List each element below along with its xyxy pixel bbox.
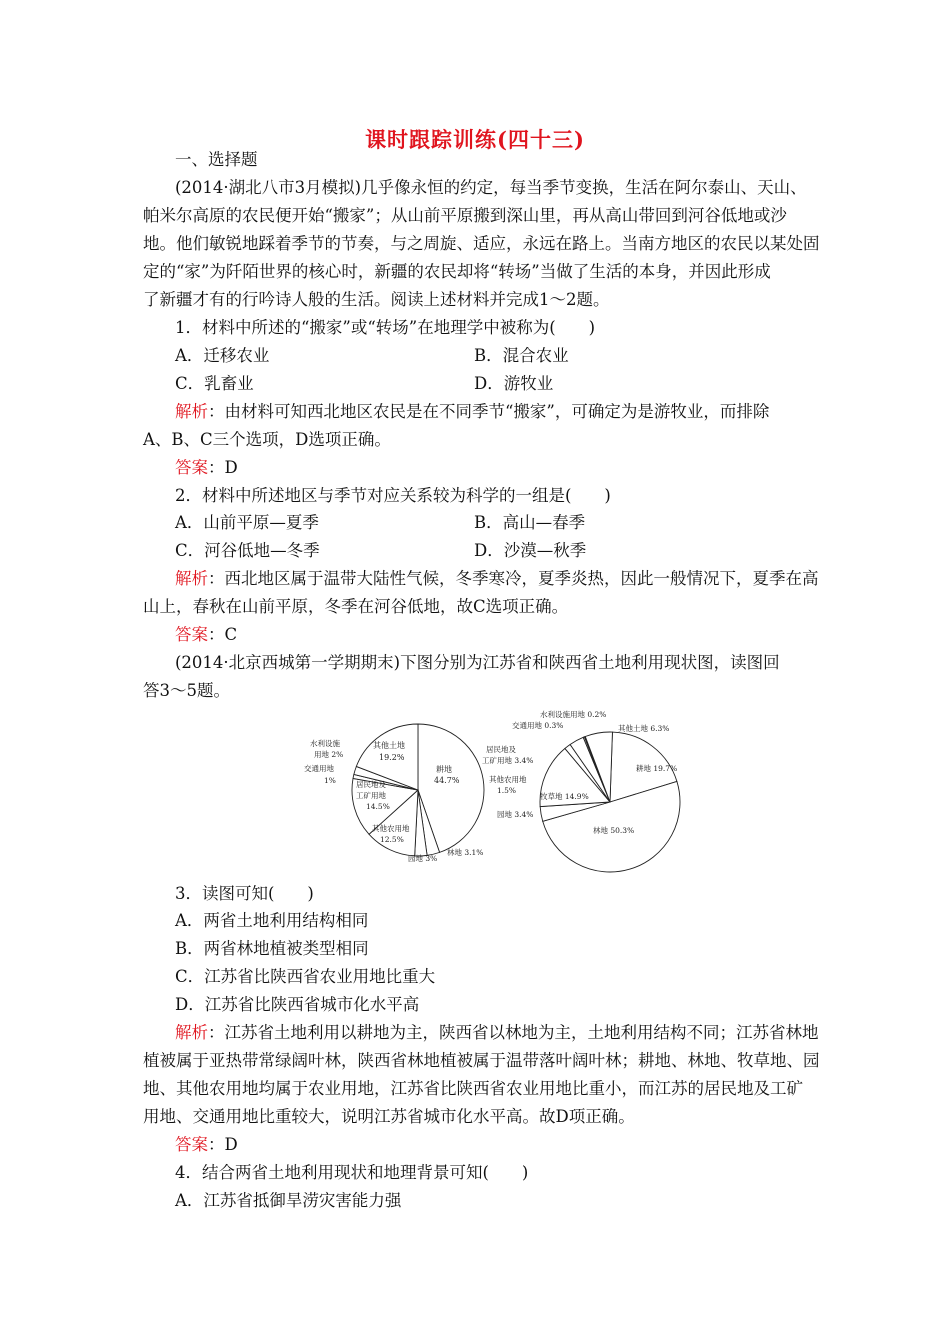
option-b: B．高山—春季 bbox=[474, 513, 586, 532]
pie-label: 园地 3% bbox=[408, 854, 438, 863]
pie-label: 居民地及 bbox=[356, 780, 386, 789]
explanation-text: ：由材料可知西北地区农民是在不同季节“搬家”，可确定为是游牧业，而排除 bbox=[208, 402, 770, 421]
intro-line: 帕米尔高原的农民便开始“搬家”；从山前平原搬到深山里，再从高山带回到河谷低地或沙 bbox=[143, 206, 787, 225]
intro-line: (2014·湖北八市3月模拟)几乎像永恒的约定，每当季节变换，生活在阿尔泰山、天山、 bbox=[175, 178, 807, 197]
option-b: B．两省林地植被类型相同 bbox=[175, 939, 369, 958]
pie-label: 牧草地 14.9% bbox=[540, 792, 589, 801]
intro-line: 地。他们敏锐地踩着季节的节奏，与之周旋、适应，永远在路上。当南方地区的农民以某处固 bbox=[143, 234, 820, 253]
pie-label: 工矿用地 bbox=[356, 791, 386, 800]
answer-label: 答案 bbox=[175, 1135, 208, 1154]
option-a: A．山前平原—夏季 bbox=[175, 513, 319, 532]
answer-label: 答案 bbox=[175, 458, 208, 477]
pie-label: 林地 3.1% bbox=[447, 848, 484, 857]
explanation-line: 用地、交通用地比重较大，说明江苏省城市化水平高。故D项正确。 bbox=[143, 1107, 635, 1126]
question-stem: 4．结合两省土地利用现状和地理背景可知( ) bbox=[175, 1163, 529, 1182]
explanation-line: 植被属于亚热带常绿阔叶林，陕西省林地植被属于温带落叶阔叶林；耕地、林地、牧草地、园 bbox=[143, 1051, 820, 1070]
pie-label: 1% bbox=[324, 776, 336, 785]
explanation-label: 解析 bbox=[175, 569, 208, 588]
shaanxi-pie bbox=[540, 732, 680, 872]
jiangsu-pie bbox=[352, 724, 484, 856]
explanation-label: 解析 bbox=[175, 1023, 208, 1042]
pie-label: 其他土地 6.3% bbox=[618, 724, 670, 733]
answer-value: ：D bbox=[208, 1135, 238, 1154]
pie-label: 交通用地 0.3% bbox=[512, 721, 564, 730]
option-a: A．迁移农业 bbox=[175, 346, 270, 365]
option-c: C．乳畜业 bbox=[175, 374, 254, 393]
land-use-pie-charts bbox=[300, 704, 720, 876]
intro-line: 答3～5题。 bbox=[143, 681, 230, 700]
option-d: D．游牧业 bbox=[474, 374, 554, 393]
explanation-label: 解析 bbox=[175, 402, 208, 421]
pie-label: 工矿用地 3.4% bbox=[482, 756, 534, 765]
option-a: A．江苏省抵御旱涝灾害能力强 bbox=[175, 1191, 402, 1210]
pie-label: 1.5% bbox=[497, 786, 517, 795]
pie-label: 44.7% bbox=[434, 776, 460, 785]
explanation-line: 地、其他农用地均属于农业用地，江苏省比陕西省农业用地比重小，而江苏的居民地及工矿 bbox=[143, 1079, 803, 1098]
answer-label: 答案 bbox=[175, 625, 208, 644]
pie-label: 14.5% bbox=[366, 802, 390, 811]
option-b: B．混合农业 bbox=[474, 346, 569, 365]
intro-line: 定的“家”为阡陌世界的核心时，新疆的农民却将“转场”当做了生活的本身，并因此形成 bbox=[143, 262, 771, 281]
pie-label: 其他农用地 bbox=[372, 824, 410, 833]
explanation-line: A、B、C三个选项，D选项正确。 bbox=[143, 430, 391, 449]
section-heading: 一、选择题 bbox=[175, 150, 258, 169]
option-c: C．河谷低地—冬季 bbox=[175, 541, 320, 560]
question-stem: 1．材料中所述的“搬家”或“转场”在地理学中被称为( ) bbox=[175, 318, 596, 337]
question-stem: 3．读图可知( ) bbox=[175, 884, 314, 903]
pie-label: 耕地 bbox=[436, 765, 452, 774]
pie-label: 19.2% bbox=[379, 753, 405, 762]
explanation bbox=[175, 568, 819, 590]
explanation bbox=[175, 401, 769, 423]
intro-line: (2014·北京西城第一学期期末)下图分别为江苏省和陕西省土地利用现状图，读图回 bbox=[175, 653, 780, 672]
pie-label: 12.5% bbox=[380, 835, 404, 844]
page-title: 课时跟踪训练(四十三) bbox=[365, 127, 585, 152]
answer bbox=[175, 1134, 238, 1156]
option-c: C．江苏省比陕西省农业用地比重大 bbox=[175, 967, 436, 986]
intro-line: 了新疆才有的行吟诗人般的生活。阅读上述材料并完成1～2题。 bbox=[143, 290, 610, 309]
option-d: D．沙漠—秋季 bbox=[474, 541, 587, 560]
explanation-line: 山上，春秋在山前平原，冬季在河谷低地，故C选项正确。 bbox=[143, 597, 569, 616]
option-d: D．江苏省比陕西省城市化水平高 bbox=[175, 995, 420, 1014]
answer bbox=[175, 457, 238, 479]
option-a: A．两省土地利用结构相同 bbox=[175, 911, 369, 930]
pie-label: 用地 2% bbox=[314, 750, 344, 759]
explanation bbox=[175, 1022, 819, 1044]
pie-label: 水利设施 bbox=[310, 739, 340, 748]
pie-label: 园地 3.4% bbox=[497, 810, 534, 819]
pie-label: 水利设施用地 0.2% bbox=[540, 710, 607, 719]
explanation-text: ：江苏省土地利用以耕地为主，陕西省以林地为主，土地利用结构不同；江苏省林地 bbox=[208, 1023, 819, 1042]
answer-value: ：C bbox=[208, 625, 238, 644]
pie-label: 耕地 19.7% bbox=[636, 764, 678, 773]
question-stem: 2．材料中所述地区与季节对应关系较为科学的一组是( ) bbox=[175, 486, 611, 505]
answer bbox=[175, 624, 237, 646]
pie-label: 交通用地 bbox=[304, 764, 334, 773]
pie-label: 其他农用地 bbox=[489, 775, 527, 784]
pie-label: 其他土地 bbox=[373, 741, 405, 750]
explanation-text: ：西北地区属于温带大陆性气候，冬季寒冷，夏季炎热，因此一般情况下，夏季在高 bbox=[208, 569, 819, 588]
answer-value: ：D bbox=[208, 458, 238, 477]
pie-label: 居民地及 bbox=[486, 745, 516, 754]
pie-label: 林地 50.3% bbox=[593, 826, 635, 835]
